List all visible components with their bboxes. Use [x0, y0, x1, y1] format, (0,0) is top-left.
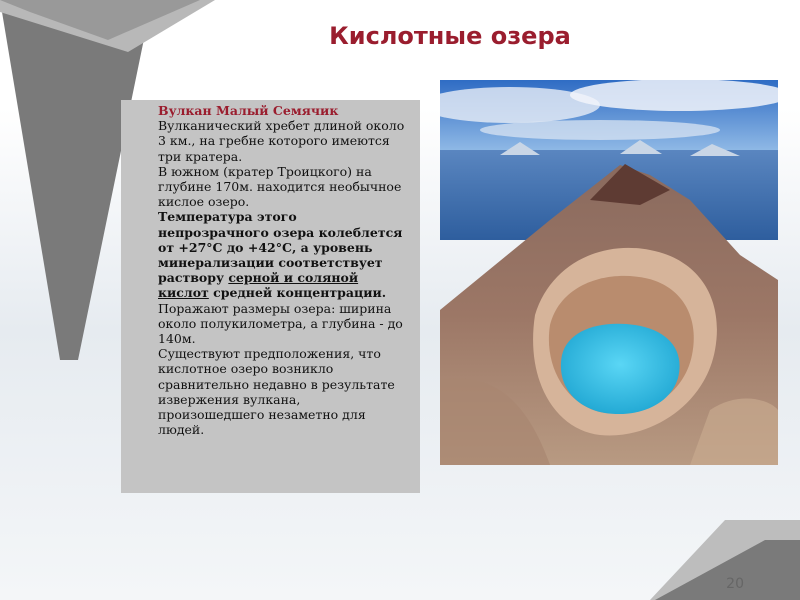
paragraph-crater: В южном (кратер Троицкого) на глубине 170м. находится необычное кислое озеро.	[158, 163, 402, 210]
paragraph-ridge: Вулканический хребет длиной около 3 км., на гребне которого имеются три кратера.	[158, 118, 405, 164]
volcano-name: Вулкан Малый Семячик	[158, 103, 339, 118]
concentration-text: средней концентрации.	[208, 285, 387, 301]
acid-underlined-text: серной и соляной кислот	[158, 270, 359, 301]
temperature-bold-text: Температура этого непрозрачного озера колеблется от +27°С до +42°С, а уровень минерализации соответствует раствору	[158, 209, 403, 286]
paragraph-origin: Существуют предположения, что кислотное озеро возникло сравнительно недавно в результате извержения вулкана, произошедшего незаметно для людей.	[158, 346, 395, 438]
volcano-photo	[440, 80, 778, 465]
description-box	[121, 100, 420, 493]
slide-title: Кислотные озера	[329, 22, 571, 50]
paragraph-temperature	[158, 209, 408, 300]
acid-lake	[561, 324, 680, 414]
crater-lake-image	[440, 80, 778, 465]
slide-number: 20	[726, 576, 744, 592]
paragraph-size: Поражают размеры озера: ширина около полукилометра, а глубина - до 140м.	[158, 300, 403, 347]
